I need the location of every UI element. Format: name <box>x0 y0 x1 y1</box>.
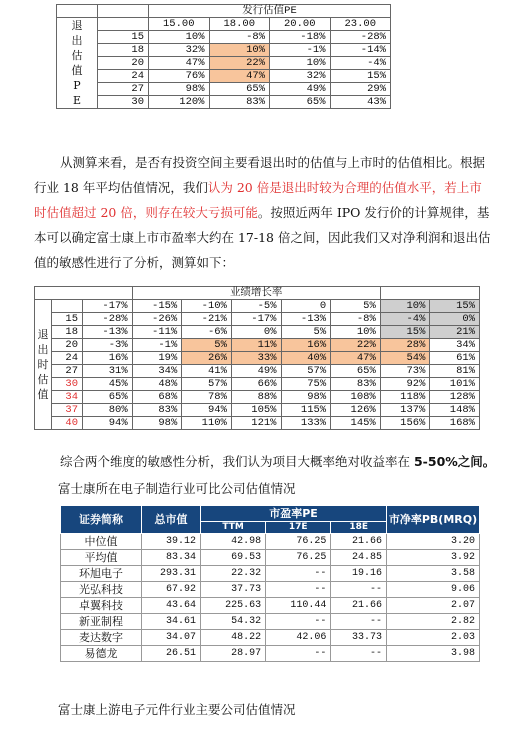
t2-row-label: 30 <box>52 378 83 391</box>
t2-cell: 118% <box>380 391 430 404</box>
t2-row-header: 退 出 时 估 值 <box>35 300 52 430</box>
t1-cell: 49% <box>270 83 331 96</box>
t2-title: 业绩增长率 <box>132 287 380 300</box>
sensitivity-table-2-wrap <box>34 286 480 430</box>
t2-row-label: 34 <box>52 391 83 404</box>
t1-row-label: 30 <box>98 96 149 109</box>
t3-cell-mcap: 34.61 <box>142 614 201 630</box>
t2-cell: 156% <box>380 417 430 430</box>
t3-company-name: 麦达数字 <box>61 630 142 646</box>
t3-company-name: 新亚制程 <box>61 614 142 630</box>
t3-cell-e18: 21.66 <box>331 534 387 550</box>
t1-cell: 120% <box>149 96 210 109</box>
t2-cell: 128% <box>430 391 480 404</box>
t2-cell: 65% <box>331 365 381 378</box>
t3-cell-e17: -- <box>266 566 331 582</box>
t2-cell: 105% <box>231 404 281 417</box>
t3-cell-mcap: 26.51 <box>142 646 201 662</box>
th-pe-17e: 17E <box>266 522 331 534</box>
t2-col-header: 0 <box>281 300 331 313</box>
t1-col-header: 23.00 <box>330 18 391 31</box>
t2-row-label: 27 <box>52 365 83 378</box>
t3-cell-mcap: 43.64 <box>142 598 201 614</box>
t2-cell: 34% <box>132 365 182 378</box>
t1-col-blank <box>98 18 149 31</box>
t3-cell-pb: 9.06 <box>387 582 480 598</box>
t1-cell: -14% <box>330 44 391 57</box>
t1-cell: -4% <box>330 57 391 70</box>
t1-cell: 32% <box>270 70 331 83</box>
t2-cell: -11% <box>132 326 182 339</box>
sensitivity-table-2 <box>34 286 480 430</box>
t2-cell: -4% <box>380 313 430 326</box>
t2-row <box>35 391 480 404</box>
t2-cell: 121% <box>231 417 281 430</box>
t3-cell-e17: -- <box>266 646 331 662</box>
t2-cell: 168% <box>430 417 480 430</box>
th-name: 证券简称 <box>61 506 142 534</box>
t3-cell-e17: 110.44 <box>266 598 331 614</box>
t2-cell: 33% <box>231 352 281 365</box>
t2-row-label: 15 <box>52 313 83 326</box>
t3-cell-e17: -- <box>266 614 331 630</box>
t2-cell: 101% <box>430 378 480 391</box>
t3-row <box>61 566 480 582</box>
conclusion-bold: 5-50%之间。 <box>413 454 496 469</box>
t2-row-label: 18 <box>52 326 83 339</box>
t2-cell: -8% <box>331 313 381 326</box>
t3-cell-e18: 24.85 <box>331 550 387 566</box>
t3-row <box>61 614 480 630</box>
t2-cell: 21% <box>430 326 480 339</box>
t1-cell: 83% <box>209 96 270 109</box>
t1-cell: -1% <box>270 44 331 57</box>
t2-col-header: -10% <box>182 300 232 313</box>
t2-row <box>35 378 480 391</box>
t2-cell: 83% <box>331 378 381 391</box>
t2-cell: 94% <box>83 417 133 430</box>
t1-cell: 32% <box>149 44 210 57</box>
t2-cell: 133% <box>281 417 331 430</box>
t2-col-header: -17% <box>83 300 133 313</box>
t2-cell: 137% <box>380 404 430 417</box>
t1-corner <box>57 5 98 18</box>
t2-row-label: 24 <box>52 352 83 365</box>
t2-cell: 108% <box>331 391 381 404</box>
t2-cell: 34% <box>430 339 480 352</box>
conclusion-paragraph <box>60 449 500 474</box>
t2-cell: 57% <box>281 365 331 378</box>
t2-row <box>35 365 480 378</box>
t2-col-header: -5% <box>231 300 281 313</box>
t2-cell: 11% <box>231 339 281 352</box>
t2-cell: 49% <box>231 365 281 378</box>
t3-cell-e18: -- <box>331 614 387 630</box>
t1-cell: 76% <box>149 70 210 83</box>
t1-corner-2 <box>98 5 149 18</box>
t2-cell: 5% <box>182 339 232 352</box>
t2-row-label: 40 <box>52 417 83 430</box>
t3-company-name: 卓翼科技 <box>61 598 142 614</box>
t1-cell: 10% <box>270 57 331 70</box>
t3-company-name: 中位值 <box>61 534 142 550</box>
t1-row <box>57 83 391 96</box>
t1-row <box>57 70 391 83</box>
t3-cell-mcap: 34.07 <box>142 630 201 646</box>
t1-row-label: 15 <box>98 31 149 44</box>
t1-cell: 65% <box>209 83 270 96</box>
t2-cell: -6% <box>182 326 232 339</box>
t2-cell: 45% <box>83 378 133 391</box>
t2-cell: 19% <box>132 352 182 365</box>
t2-cell: 16% <box>83 352 133 365</box>
th-pe-ttm: TTM <box>201 522 266 534</box>
t3-row <box>61 582 480 598</box>
t2-cell: 40% <box>281 352 331 365</box>
t2-row <box>35 417 480 430</box>
t1-row-label: 24 <box>98 70 149 83</box>
t2-cell: -21% <box>182 313 232 326</box>
t2-cell: 57% <box>182 378 232 391</box>
t1-cell: 22% <box>209 57 270 70</box>
t2-cell: 68% <box>132 391 182 404</box>
t2-cell: 47% <box>331 352 381 365</box>
t2-cell: 92% <box>380 378 430 391</box>
t2-cell: 26% <box>182 352 232 365</box>
t2-cell: 15% <box>380 326 430 339</box>
t2-cell: -13% <box>83 326 133 339</box>
th-pe-18e: 18E <box>331 522 387 534</box>
t2-cell: 61% <box>430 352 480 365</box>
t3-row <box>61 534 480 550</box>
t1-row <box>57 96 391 109</box>
t2-row <box>35 352 480 365</box>
th-pb: 市净率PB(MRQ) <box>387 506 480 534</box>
t2-cell: 73% <box>380 365 430 378</box>
t1-row-label: 27 <box>98 83 149 96</box>
t2-cell: -28% <box>83 313 133 326</box>
t2-cell: 65% <box>83 391 133 404</box>
t3-cell-mcap: 293.31 <box>142 566 201 582</box>
t3-cell-e18: 19.16 <box>331 566 387 582</box>
t2-cell: -17% <box>231 313 281 326</box>
t2-cell: 10% <box>331 326 381 339</box>
t3-cell-pb: 2.82 <box>387 614 480 630</box>
t2-cell: -3% <box>83 339 133 352</box>
t1-cell: -28% <box>330 31 391 44</box>
t1-cell: 47% <box>209 70 270 83</box>
t2-cell: -13% <box>281 313 331 326</box>
t1-col-header: 15.00 <box>149 18 210 31</box>
t2-cell: 98% <box>132 417 182 430</box>
t2-row <box>35 404 480 417</box>
t3-cell-ttm: 42.98 <box>201 534 266 550</box>
t3-row <box>61 550 480 566</box>
t1-row <box>57 44 391 57</box>
t2-cell: 83% <box>132 404 182 417</box>
t2-col-blank <box>52 300 83 313</box>
t3-cell-e17: 42.06 <box>266 630 331 646</box>
t1-cell: 43% <box>330 96 391 109</box>
t3-cell-pb: 2.03 <box>387 630 480 646</box>
t3-cell-e18: -- <box>331 646 387 662</box>
sensitivity-table-1 <box>56 4 391 109</box>
t2-cell: 31% <box>83 365 133 378</box>
t2-cell: 22% <box>331 339 381 352</box>
t3-cell-mcap: 39.12 <box>142 534 201 550</box>
t3-company-name: 平均值 <box>61 550 142 566</box>
t2-cell: 145% <box>331 417 381 430</box>
t2-row <box>35 339 480 352</box>
t2-cell: 80% <box>83 404 133 417</box>
t1-row-label: 20 <box>98 57 149 70</box>
t2-cell: -1% <box>132 339 182 352</box>
t2-cell: 78% <box>182 391 232 404</box>
t2-col-header: -15% <box>132 300 182 313</box>
th-pe: 市盈率PE <box>201 506 387 522</box>
t1-col-header: 20.00 <box>270 18 331 31</box>
t1-cell: 10% <box>149 31 210 44</box>
t3-cell-ttm: 54.32 <box>201 614 266 630</box>
t1-cell: -8% <box>209 31 270 44</box>
t2-cell: 110% <box>182 417 232 430</box>
t3-cell-ttm: 48.22 <box>201 630 266 646</box>
t2-cell: 5% <box>281 326 331 339</box>
t2-cell: 98% <box>281 391 331 404</box>
t2-corner-right <box>380 287 479 300</box>
th-mcap: 总市值 <box>142 506 201 534</box>
t3-cell-pb: 2.07 <box>387 598 480 614</box>
t3-cell-ttm: 22.32 <box>201 566 266 582</box>
t1-title: 发行估值PE <box>149 5 391 18</box>
t2-col-header: 15% <box>430 300 480 313</box>
t1-cell: 65% <box>270 96 331 109</box>
t2-cell: 54% <box>380 352 430 365</box>
t3-row <box>61 598 480 614</box>
t2-row-label: 37 <box>52 404 83 417</box>
t2-cell: 28% <box>380 339 430 352</box>
t2-cell: 66% <box>231 378 281 391</box>
paragraph1-red: 认为 20 倍是退出时较为合理的估值水平，若上市时估值超过 20 倍，则存在较大亏损可能 <box>34 180 482 220</box>
t2-cell: -26% <box>132 313 182 326</box>
t2-cell: 41% <box>182 365 232 378</box>
conclusion-text: 综合两个维度的敏感性分析，我们认为项目大概率绝对收益率在 <box>60 454 414 469</box>
t2-cell: 16% <box>281 339 331 352</box>
comparable-table-wrap <box>60 505 480 662</box>
t3-row <box>61 630 480 646</box>
t2-cell: 0% <box>231 326 281 339</box>
t2-cell: 94% <box>182 404 232 417</box>
caption-2: 富士康上游电子元件行业主要公司估值情况 <box>58 702 296 717</box>
t3-cell-pb: 3.92 <box>387 550 480 566</box>
t3-cell-ttm: 225.63 <box>201 598 266 614</box>
t3-cell-e18: -- <box>331 582 387 598</box>
t1-col-header: 18.00 <box>209 18 270 31</box>
t1-cell: 47% <box>149 57 210 70</box>
comparable-companies-table <box>60 505 480 662</box>
t1-cell: -18% <box>270 31 331 44</box>
t3-cell-mcap: 83.34 <box>142 550 201 566</box>
t1-row-header: 退 出 估 值 P E <box>57 18 98 109</box>
t1-cell: 98% <box>149 83 210 96</box>
t2-col-header: 10% <box>380 300 430 313</box>
t2-cell: 126% <box>331 404 381 417</box>
t2-cell: 115% <box>281 404 331 417</box>
t2-corner <box>35 287 133 300</box>
t1-cell: 15% <box>330 70 391 83</box>
t3-company-name: 光弘科技 <box>61 582 142 598</box>
t3-cell-mcap: 67.92 <box>142 582 201 598</box>
t3-cell-pb: 3.20 <box>387 534 480 550</box>
t3-cell-e18: 33.73 <box>331 630 387 646</box>
t1-row <box>57 57 391 70</box>
paragraph1-part1: 从测算来看，是否有投资空间主要看退出时的估值与上市时的估值相比。根据行业 18 年平均估值情况，我们 <box>34 155 486 195</box>
t2-cell: 75% <box>281 378 331 391</box>
sensitivity-table-1-wrap <box>56 4 391 109</box>
t3-cell-e18: 21.66 <box>331 598 387 614</box>
caption-1: 富士康所在电子制造行业可比公司估值情况 <box>58 481 296 496</box>
t1-row <box>57 31 391 44</box>
t3-cell-ttm: 28.97 <box>201 646 266 662</box>
analysis-paragraph-1 <box>34 150 494 275</box>
t3-row <box>61 646 480 662</box>
t2-cell: 88% <box>231 391 281 404</box>
t3-cell-ttm: 37.73 <box>201 582 266 598</box>
t2-cell: 48% <box>132 378 182 391</box>
t3-cell-e17: -- <box>266 582 331 598</box>
t2-row <box>35 313 480 326</box>
t3-cell-pb: 3.58 <box>387 566 480 582</box>
t2-row-label: 20 <box>52 339 83 352</box>
t3-cell-e17: 76.25 <box>266 550 331 566</box>
t2-cell: 81% <box>430 365 480 378</box>
t3-cell-pb: 3.98 <box>387 646 480 662</box>
t1-cell: 29% <box>330 83 391 96</box>
t2-row <box>35 326 480 339</box>
t1-cell: 10% <box>209 44 270 57</box>
t2-cell: 0% <box>430 313 480 326</box>
paragraph1-part2: 。按照近两年 IPO 发行价的计算规律，基本可以确定富士康上市市盈率大约在 17-18 倍之间，因此我们又对净利润和退出估值的敏感性进行了分析，测算如下： <box>34 205 491 270</box>
t2-cell: 148% <box>430 404 480 417</box>
t3-cell-e17: 76.25 <box>266 534 331 550</box>
t3-company-name: 易德龙 <box>61 646 142 662</box>
t2-col-header: 5% <box>331 300 381 313</box>
t3-company-name: 环旭电子 <box>61 566 142 582</box>
t3-cell-ttm: 69.53 <box>201 550 266 566</box>
t1-row-label: 18 <box>98 44 149 57</box>
